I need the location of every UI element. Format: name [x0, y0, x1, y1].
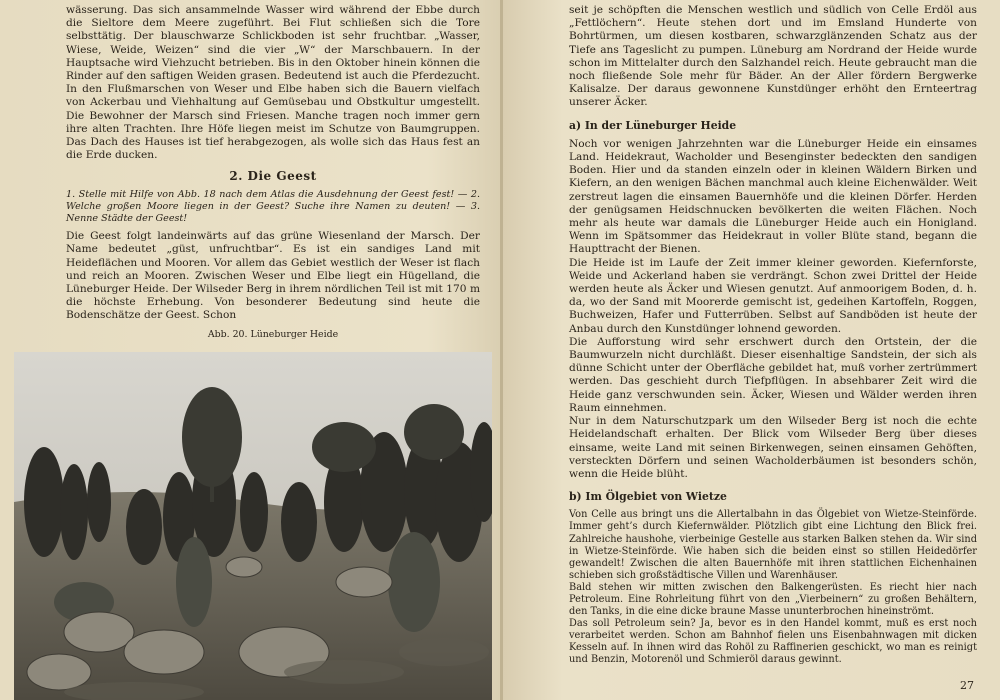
heath-photo [14, 352, 492, 700]
right-page [503, 0, 1000, 700]
paragraph-oel-2: Bald stehen wir mitten zwischen den Balkengerüsten. Es riecht hier nach Petroleum. Eine Rohrleitung führt von den „Vierbeinern“ zu großen Behältern, den Tanks, in die eine dicke braune Masse ununterbrochen hineinströmt. [569, 581, 977, 618]
left-column [66, 4, 480, 341]
paragraph-oel-1: Von Celle aus bringt uns die Allertalbahn in das Ölgebiet von Wietze-Steinförde. Immer geht’s durch Kiefernwälder. Plötzlich gibt eine Lichtung den Blick frei. Zahlreiche haushohe, vierbeinige Gestelle aus starken Balken stehen da. Wir sind in Wietze-Steinförde. Wie haben sich die beiden einst so stillen Heidedörfer gewandelt! Zwischen die alten Bauernhöfe mit ihren stattlichen Eichenhainen schieben sich großstädtische Villen und Warenhäuser. [569, 509, 977, 581]
subheading-oelgebiet: b) Im Ölgebiet von Wietze [569, 490, 727, 504]
section-heading-geest: 2. Die Geest [229, 169, 317, 184]
task-list: 1. Stelle mit Hilfe von Abb. 18 nach dem Atlas die Ausdehnung der Geest fest! — 2. Welche großen Moore liegen in der Geest? Suche ihre Namen zu deuten! — 3. Nenne Städte der Geest! [66, 188, 480, 225]
paragraph-heide-1: Noch vor wenigen Jahrzehnten war die Lüneburger Heide ein einsames Land. Heidekraut, Wacholder und Besenginster bedeckten den sandigen Boden. Hier und da standen einzeln oder in kleinen Wäldern Birken und Kiefern, an den wenigen Bächen manchmal auch kleine Eichenwälder. Weit zerstreut lagen die einsamen Bauernhöfe und die kleinen Dörfer. Herden der genügsamen Heidschnucken bevölkerten die weiten Flächen. Noch mehr als heute war damals die Lüneburger Heide auch ein Honigland. Wenn im Spätsommer das Heidekraut in voller Blüte stand, begann die Haupttracht der Bienen. [569, 137, 977, 256]
paragraph-geest: Die Geest folgt landeinwärts auf das grüne Wiesenland der Marsch. Der Name bedeutet „güst, unfruchtbar“. Es ist ein sandiges Land mit Heideflächen und Mooren. Vor allem das Gebiet westlich der Weser ist flach und reich an Mooren. Zwischen Weser und Elbe liegt ein Hügelland, die Lüneburger Heide. Der Wilseder Berg in ihrem nördlichen Teil ist mit 170 m die höchste Erhebung. Von besonderer Bedeutung sind heute die Bodenschätze der Geest. Schon [66, 230, 480, 322]
paragraph-heide-4: Nur in dem Naturschutzpark um den Wilseder Berg ist noch die echte Heidelandschaft erhalten. Der Blick vom Wilseder Berg über dieses einsame, weite Land mit seinen Birkenwegen, seinen einsamen Gehöften, versteckten Dörfern und seinen Wacholderbäumen ist besonders schön, wenn die Heide blüht. [569, 415, 977, 480]
right-column [569, 4, 977, 667]
paragraph-oel-3: Das soll Petroleum sein? Ja, bevor es in den Handel kommt, muß es erst noch verarbeitet werden. Schon am Bahnhof fielen uns Eisenbahnwagen mit dicken Kesseln auf. In ihnen wird das Rohöl zu Raffinerien geschickt, wo man es reinigt und Benzin, Motorenöl und Schmieröl daraus gewinnt. [569, 618, 977, 666]
figure-caption: Abb. 20. Lüneburger Heide [207, 328, 339, 340]
page-number: 27 [960, 679, 974, 692]
paragraph-marsch-end: wässerung. Das sich ansammelnde Wasser wird während der Ebbe durch die Sieltore dem Meere zugeführt. Bei Flut schließen sich die Tore selbsttätig. Der blauschwarze Schlickboden ist sehr fruchtbar. „Wasser, Wiese, Weide, Weizen“ sind die vier „W“ der Marschbauern. In der Hauptsache wird Viehzucht betrieben. Bis in den Oktober hinein können die Rinder auf den saftigen Weiden grasen. Bedeutend ist auch die Pferdezucht. In den Flußmarschen von Weser und Elbe haben sich die Bauern vielfach von Ackerbau und Viehhaltung auf Gemüsebau und Obstkultur umgestellt. Die Bewohner der Marsch sind Friesen. Manche tragen noch immer gern ihre alten Trachten. Ihre Höfe liegen meist im Schutze von Baumgruppen. Das Dach des Hauses ist tief herabgezogen, als wolle sich das Haus fest an die Erde ducken. [66, 4, 480, 162]
paragraph-heide-3: Die Aufforstung wird sehr erschwert durch den Ortstein, der die Baumwurzeln nicht durchläßt. Dieser eisenhaltige Sandstein, der sich als dünne Schicht unter der Oberfläche gebildet hat, muß vorher zertrümmert werden. Das geschieht durch Tiefpflügen. In absehbarer Zeit wird die Heide ganz verschwunden sein. Äcker, Wiesen und Wälder werden ihren Raum einnehmen. [569, 335, 977, 414]
paragraph-erdoel: seit je schöpften die Menschen westlich und südlich von Celle Erdöl aus „Fettlöchern“. Heute stehen dort und im Emsland Hunderte von Bohrtürmen, um diesen kostbaren, schwarzglänzenden Schatz aus der Tiefe ans Tageslicht zu pumpen. Lüneburg am Nordrand der Heide wurde schon im Mittelalter durch den Salzhandel reich. Heute gebraucht man die noch fließende Sole mehr für Bäder. An der Aller fördern Bergwerke Kalisalze. Der daraus gewonnene Kunstdünger erhöht den Ernteertrag unserer Äcker. [569, 4, 977, 109]
paragraph-heide-2: Die Heide ist im Laufe der Zeit immer kleiner geworden. Kiefernforste, Weide und Ackerland haben sie verdrängt. Schon zwei Drittel der Heide werden heute als Äcker und Wiesen genutzt. Auf anmoorigem Boden, d. h. da, wo der Sand mit Moorerde gemischt ist, gedeihen Kartoffeln, Roggen, Buchweizen, Hafer und Futterrüben. Selbst auf Sandböden ist heute der Anbau durch den Kunstdünger lohnend geworden. [569, 256, 977, 335]
subheading-lueneburger-heide: a) In der Lüneburger Heide [569, 118, 737, 132]
